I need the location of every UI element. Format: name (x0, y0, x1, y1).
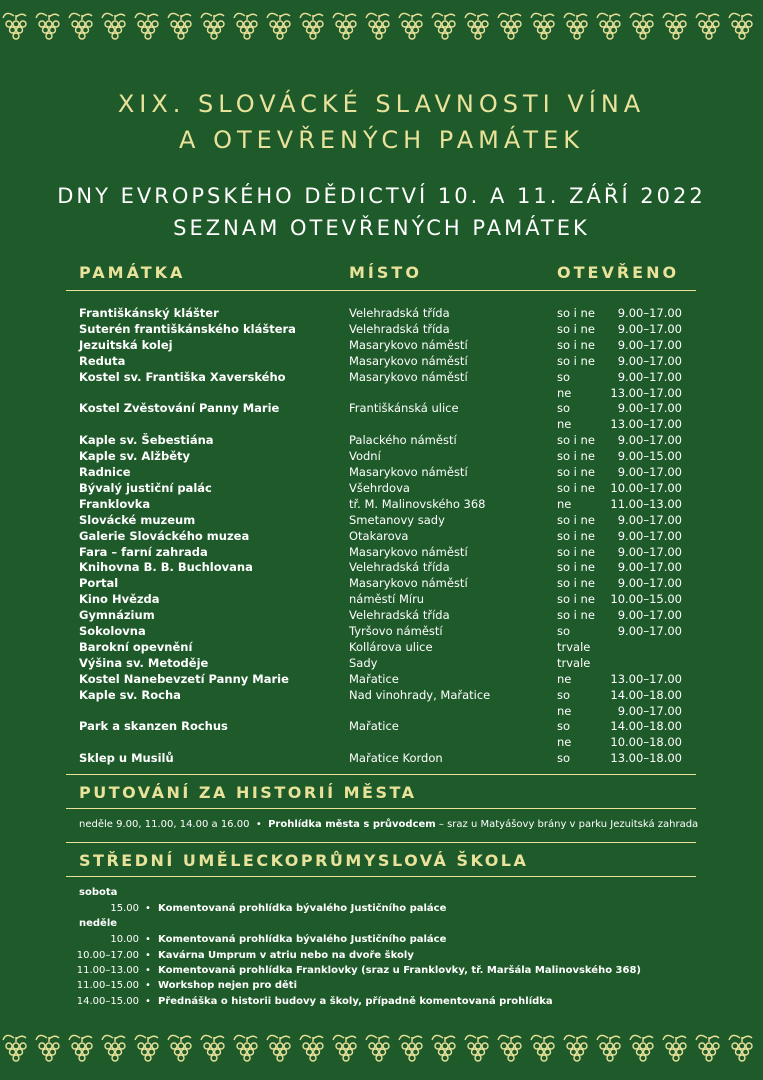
monument-place: Velehradská třída (349, 608, 450, 623)
monument-place: Františkánská ulice (349, 401, 459, 416)
schedule-item (0, 978, 763, 993)
schedule-item (0, 948, 763, 963)
monument-place: Otakarova (349, 528, 409, 543)
walk-info (79, 819, 698, 830)
monument-name: Kaple sv. Rocha (79, 687, 181, 702)
bottom-ornament-border (0, 1030, 763, 1070)
monument-days: ne (557, 735, 572, 750)
monument-days: so i ne (557, 449, 595, 464)
walk-heading: PUTOVÁNÍ ZA HISTORIÍ MĚSTA (79, 783, 417, 802)
grape-cluster-icon (201, 13, 224, 39)
monument-hours: 9.00–15.00 (617, 449, 682, 464)
monument-days: so i ne (557, 576, 595, 591)
monument-days: so i ne (557, 321, 595, 336)
monument-hours: 10.00–15.00 (610, 592, 682, 607)
monument-days: so i ne (557, 528, 595, 543)
monument-place: tř. M. Malinovského 368 (349, 496, 486, 511)
monument-place: Masarykovo náměstí (349, 337, 468, 352)
monument-name: Kostel sv. Františka Xaverského (79, 369, 286, 384)
monument-name: Fara – farní zahrada (79, 544, 208, 559)
monument-name: Gymnázium (79, 608, 155, 623)
grape-cluster-icon (696, 1035, 719, 1061)
monument-name: Knihovna B. B. Buchlovana (79, 560, 253, 575)
monument-place: Tyršovo náměstí (349, 624, 443, 638)
monument-place: Všehrdova (349, 480, 410, 495)
monument-hours: 14.00–18.00 (610, 687, 682, 702)
monument-days: so i ne (557, 592, 595, 607)
monument-days: so i ne (557, 433, 595, 448)
schedule-desc: Přednáška o historii budovy a školy, případně komentovaná prohlídka (158, 996, 553, 1007)
schedule-desc: Kavárna Umprum v atriu nebo na dvoře školy (158, 950, 414, 961)
monument-days: ne (557, 417, 572, 432)
grape-cluster-icon (300, 13, 323, 39)
monument-hours: 10.00–18.00 (610, 735, 682, 750)
monument-row (0, 750, 763, 766)
grape-border-bottom (0, 1030, 763, 1070)
monument-place: Mařatice Kordon (349, 751, 443, 766)
grape-cluster-icon (564, 1035, 587, 1061)
title-line-1: XIX. SLOVÁCKÉ SLAVNOSTI VÍNA (117, 90, 646, 118)
grape-cluster-icon (267, 13, 290, 39)
grape-cluster-icon (663, 1035, 686, 1061)
monument-name: Výšina sv. Metoděje (79, 655, 209, 670)
section-divider (66, 842, 696, 843)
monument-name: Kostel Nanebevzetí Panny Marie (79, 671, 289, 686)
monument-days: so i ne (557, 512, 595, 527)
monument-days: ne (557, 496, 572, 511)
monument-days: so i ne (557, 480, 595, 495)
grape-cluster-icon (102, 1035, 125, 1061)
monument-place: Masarykovo náměstí (349, 576, 468, 591)
monument-row (0, 337, 763, 353)
monument-row (0, 703, 763, 719)
grape-cluster-icon (465, 13, 488, 39)
monument-row (0, 528, 763, 544)
monument-hours: 9.00–17.00 (617, 528, 682, 543)
monument-hours: 9.00–17.00 (617, 560, 682, 575)
grape-cluster-icon (432, 13, 455, 39)
grape-cluster-icon (696, 13, 719, 39)
bullet: • (145, 996, 151, 1007)
monument-row (0, 591, 763, 607)
monument-hours: 9.00–17.00 (617, 369, 682, 384)
monument-hours: 9.00–17.00 (617, 512, 682, 527)
monument-name: Barokní opevnění (79, 639, 193, 654)
schedule-time: 14.00–15.00 (76, 996, 139, 1007)
grape-cluster-icon (498, 13, 521, 39)
grape-cluster-icon (531, 1035, 554, 1061)
monument-row (0, 607, 763, 623)
monument-hours: 11.00–13.00 (610, 496, 682, 511)
grape-cluster-icon (168, 1035, 191, 1061)
bullet: • (145, 980, 151, 991)
schedule-item (0, 963, 763, 978)
schedule-desc: Komentovaná prohlídka bývalého Justičního paláce (158, 903, 447, 914)
monument-name: Kaple sv. Alžběty (79, 449, 190, 464)
monument-hours: 9.00–17.00 (617, 576, 682, 591)
grape-cluster-icon (531, 13, 554, 39)
monument-place: Vodní (349, 449, 381, 464)
monument-name: Slovácké muzeum (79, 512, 196, 527)
monument-name: Park a skanzen Rochus (79, 719, 228, 734)
schedule-time: 10.00 (110, 934, 139, 945)
schedule-desc: Komentovaná prohlídka bývalého Justičního paláce (158, 934, 447, 945)
monument-row (0, 321, 763, 337)
schedule-item (0, 901, 763, 916)
monument-hours: 9.00–17.00 (617, 624, 682, 638)
grape-cluster-icon (366, 1035, 389, 1061)
monument-name: Kostel Zvěstování Panny Marie (79, 401, 280, 416)
monument-name: Jezuitská kolej (79, 337, 173, 352)
grape-cluster-icon (432, 1035, 455, 1061)
grape-cluster-icon (663, 13, 686, 39)
monument-row (0, 559, 763, 575)
monument-row (0, 639, 763, 655)
bullet: • (255, 819, 262, 830)
monument-row (0, 480, 763, 496)
grape-cluster-icon (729, 1035, 752, 1061)
grape-cluster-icon (333, 1035, 356, 1061)
monument-place: Nad vinohrady, Mařatice (349, 687, 491, 702)
monument-row (0, 512, 763, 528)
monument-days: ne (557, 671, 572, 686)
monument-name: Kaple sv. Šebestiána (79, 433, 214, 448)
monument-days: so (557, 719, 571, 734)
monument-place: Masarykovo náměstí (349, 465, 468, 479)
monument-hours: 13.00–17.00 (610, 385, 682, 400)
column-header-place: MÍSTO (349, 263, 422, 282)
day-label-saturday (0, 885, 763, 900)
monument-days: so (557, 751, 571, 766)
bullet: • (145, 950, 151, 961)
title-line-2: A OTEVŘENÝCH PAMÁTEK (179, 126, 584, 154)
subtitle-line-1: DNY EVROPSKÉHO DĚDICTVÍ 10. A 11. ZÁŘÍ 2022 (57, 184, 706, 208)
monument-days: so i ne (557, 544, 595, 559)
monument-days: so i ne (557, 353, 595, 368)
monument-days: so (557, 624, 571, 638)
grape-cluster-icon (597, 13, 620, 39)
grape-cluster-icon (729, 13, 752, 39)
grape-cluster-icon (267, 1035, 290, 1061)
grape-cluster-icon (564, 13, 587, 39)
monument-hours: 13.00–17.00 (610, 671, 682, 686)
monument-place: Mařatice (349, 671, 399, 686)
grape-cluster-icon (168, 13, 191, 39)
monument-place: Mařatice (349, 719, 399, 734)
monument-place: Velehradská třída (349, 321, 450, 336)
monument-name: Reduta (79, 353, 126, 368)
monument-name: Suterén františkánského kláštera (79, 321, 296, 336)
monument-row (0, 432, 763, 448)
monument-days: so i ne (557, 306, 595, 320)
monument-hours: 9.00–17.00 (617, 353, 682, 368)
monument-hours: 9.00–17.00 (617, 703, 682, 718)
day-label: neděle (79, 918, 118, 929)
monument-row (0, 496, 763, 512)
section-divider (66, 774, 696, 775)
grape-cluster-icon (201, 1035, 224, 1061)
grape-cluster-icon (630, 1035, 653, 1061)
monument-row (0, 400, 763, 416)
monument-days: so i ne (557, 465, 595, 479)
monument-name: Kino Hvězda (79, 592, 160, 607)
top-ornament-border (0, 8, 763, 48)
monument-days: so (557, 687, 571, 702)
monument-hours: 9.00–17.00 (617, 337, 682, 352)
schedule-desc: Komentovaná prohlídka Franklovky (sraz u Franklovky, tř. Maršála Malinovského 368) (158, 965, 641, 976)
monument-days: trvale (557, 639, 591, 654)
monument-name: Sklep u Musilů (79, 751, 174, 766)
day-label: sobota (79, 887, 118, 898)
subtitle-line-2: SEZNAM OTEVŘENÝCH PAMÁTEK (173, 216, 590, 240)
monument-place: Sady (349, 655, 378, 670)
bullet: • (145, 934, 151, 945)
monument-hours: 10.00–17.00 (610, 480, 682, 495)
monument-row (0, 655, 763, 671)
grape-cluster-icon (3, 13, 26, 39)
monument-hours: 9.00–17.00 (617, 306, 682, 320)
grape-cluster-icon (399, 13, 422, 39)
column-header-open: OTEVŘENO (557, 263, 680, 282)
monument-name: Galerie Slováckého muzea (79, 528, 250, 543)
monument-hours: 9.00–17.00 (617, 401, 682, 416)
monument-hours: 13.00–17.00 (610, 417, 682, 432)
monument-row (0, 353, 763, 369)
monument-row (0, 416, 763, 432)
monument-name: Radnice (79, 465, 131, 479)
grape-cluster-icon (135, 13, 158, 39)
walk-detail: – sraz u Matyášovy brány v parku Jezuitská zahrada (435, 819, 699, 830)
monument-hours: 14.00–18.00 (610, 719, 682, 734)
school-heading: STŘEDNÍ UMĚLECKOPRŮMYSLOVÁ ŠKOLA (79, 851, 529, 870)
day-label-sunday (0, 916, 763, 931)
monument-days: so i ne (557, 608, 595, 623)
schedule-time: 11.00–13.00 (76, 965, 139, 976)
monument-days: so i ne (557, 337, 595, 352)
monument-hours: 9.00–17.00 (617, 608, 682, 623)
monument-name: Sokolovna (79, 624, 146, 638)
header-divider (66, 290, 696, 291)
walk-times: neděle 9.00, 11.00, 14.00 a 16.00 (79, 819, 250, 830)
monument-hours: 9.00–17.00 (617, 321, 682, 336)
schedule-desc: Workshop nejen pro děti (158, 980, 298, 991)
grape-border-top (0, 8, 763, 48)
monument-hours: 9.00–17.00 (617, 465, 682, 479)
monument-row (0, 671, 763, 687)
monument-row (0, 369, 763, 385)
grape-cluster-icon (36, 13, 59, 39)
monument-row (0, 448, 763, 464)
monument-row (0, 305, 763, 321)
monument-place: Masarykovo náměstí (349, 353, 468, 368)
grape-cluster-icon (69, 1035, 92, 1061)
schedule-time: 10.00–17.00 (76, 950, 139, 961)
monument-name: Franklovka (79, 496, 151, 511)
monument-row (0, 544, 763, 560)
bullet: • (145, 903, 151, 914)
monument-days: ne (557, 385, 572, 400)
grape-cluster-icon (69, 13, 92, 39)
monument-name: Bývalý justiční palác (79, 480, 212, 495)
monument-place: Masarykovo náměstí (349, 369, 468, 384)
grape-cluster-icon (597, 1035, 620, 1061)
schedule-item (0, 932, 763, 947)
monument-row (0, 734, 763, 750)
grape-cluster-icon (135, 1035, 158, 1061)
monument-days: trvale (557, 655, 591, 670)
grape-cluster-icon (333, 13, 356, 39)
bullet: • (145, 965, 151, 976)
monument-days: so (557, 401, 571, 416)
section-divider (66, 876, 696, 877)
monument-place: náměstí Míru (349, 592, 425, 607)
monument-row (0, 385, 763, 401)
grape-cluster-icon (399, 1035, 422, 1061)
schedule-time: 15.00 (110, 903, 139, 914)
monument-name: Portal (79, 576, 119, 591)
monument-place: Smetanovy sady (349, 512, 445, 527)
monument-row (0, 575, 763, 591)
monument-place: Palackého náměstí (349, 433, 457, 448)
monument-row (0, 623, 763, 639)
monument-hours: 9.00–17.00 (617, 433, 682, 448)
grape-cluster-icon (498, 1035, 521, 1061)
monument-place: Velehradská třída (349, 560, 450, 575)
monument-days: ne (557, 703, 572, 718)
schedule-time: 11.00–15.00 (76, 980, 139, 991)
grape-cluster-icon (3, 1035, 26, 1061)
grape-cluster-icon (366, 13, 389, 39)
monument-hours: 9.00–17.00 (617, 544, 682, 559)
grape-cluster-icon (465, 1035, 488, 1061)
monument-row (0, 718, 763, 734)
walk-title: Prohlídka města s průvodcem (268, 819, 436, 830)
monument-days: so i ne (557, 560, 595, 575)
schedule-item (0, 994, 763, 1009)
monument-row (0, 464, 763, 480)
column-header-monument: PAMÁTKA (79, 263, 186, 282)
monument-row (0, 687, 763, 703)
monument-place: Kollárova ulice (349, 639, 433, 654)
grape-cluster-icon (234, 13, 257, 39)
section-divider (66, 808, 696, 809)
monument-place: Velehradská třída (349, 306, 450, 320)
grape-cluster-icon (300, 1035, 323, 1061)
monument-name: Františkánský klášter (79, 306, 219, 320)
grape-cluster-icon (630, 13, 653, 39)
monument-place: Masarykovo náměstí (349, 544, 468, 559)
grape-cluster-icon (36, 1035, 59, 1061)
grape-cluster-icon (102, 13, 125, 39)
monument-hours: 13.00–18.00 (610, 751, 682, 766)
monument-days: so (557, 369, 571, 384)
grape-cluster-icon (234, 1035, 257, 1061)
